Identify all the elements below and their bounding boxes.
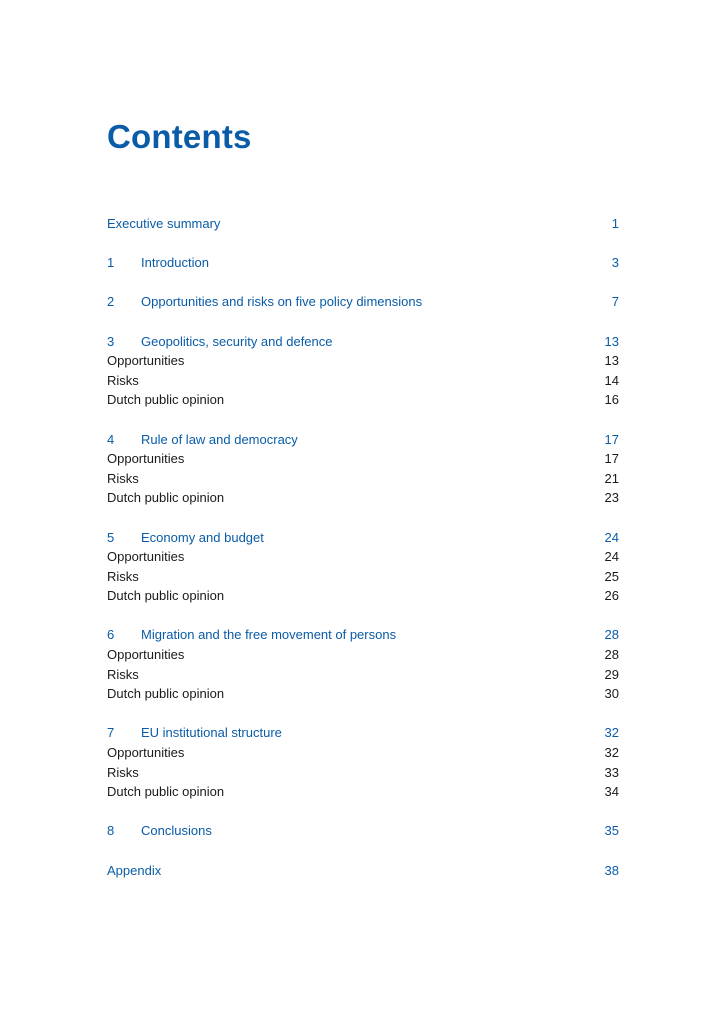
toc-subentry-opportunities[interactable] bbox=[107, 645, 619, 665]
toc-subentry-risks[interactable] bbox=[107, 763, 619, 783]
toc-subentry-page: 16 bbox=[604, 392, 619, 408]
toc-subentry-label: Opportunities bbox=[107, 745, 185, 761]
toc-subentry-opportunities[interactable] bbox=[107, 547, 619, 567]
toc-subentry-label: Risks bbox=[107, 372, 139, 388]
toc-subentry-label: Dutch public opinion bbox=[107, 490, 225, 506]
toc-subentry-page: 13 bbox=[604, 353, 619, 369]
toc-subentry-dutch-public-opinion[interactable] bbox=[107, 390, 619, 410]
table-of-contents bbox=[107, 214, 619, 880]
toc-entry-appendix[interactable] bbox=[107, 861, 619, 881]
toc-entry-page: 17 bbox=[604, 431, 619, 447]
toc-entry-label: Economy and budget bbox=[141, 529, 264, 545]
toc-entry-chapter-8[interactable] bbox=[107, 821, 619, 841]
toc-subentry-label: Opportunities bbox=[107, 549, 185, 565]
toc-subentry-page: 26 bbox=[604, 588, 619, 604]
toc-subentry-label: Dutch public opinion bbox=[107, 686, 225, 702]
toc-entry-page: 38 bbox=[604, 862, 619, 878]
toc-entry-executive-summary[interactable] bbox=[107, 214, 619, 234]
toc-subentry-risks[interactable] bbox=[107, 567, 619, 587]
toc-subentry-label: Risks bbox=[107, 764, 139, 780]
toc-subentry-dutch-public-opinion[interactable] bbox=[107, 488, 619, 508]
toc-subentry-dutch-public-opinion[interactable] bbox=[107, 586, 619, 606]
toc-subentry-page: 34 bbox=[604, 784, 619, 800]
toc-subentry-page: 30 bbox=[604, 686, 619, 702]
toc-entry-label: Geopolitics, security and defence bbox=[141, 333, 333, 349]
toc-entry-label: Introduction bbox=[141, 255, 209, 271]
toc-subentry-label: Opportunities bbox=[107, 451, 185, 467]
toc-entry-chapter-6[interactable] bbox=[107, 625, 619, 645]
toc-subentry-opportunities[interactable] bbox=[107, 449, 619, 469]
toc-entry-number: 8 bbox=[107, 823, 115, 839]
toc-subentry-page: 25 bbox=[604, 568, 619, 584]
toc-subentry-label: Risks bbox=[107, 568, 139, 584]
toc-subentry-dutch-public-opinion[interactable] bbox=[107, 782, 619, 802]
toc-entry-chapter-1[interactable] bbox=[107, 253, 619, 273]
toc-entry-chapter-2[interactable] bbox=[107, 292, 619, 312]
toc-subentry-dutch-public-opinion[interactable] bbox=[107, 684, 619, 704]
toc-subentry-risks[interactable] bbox=[107, 371, 619, 391]
toc-entry-page: 24 bbox=[604, 529, 619, 545]
toc-subentry-risks[interactable] bbox=[107, 665, 619, 685]
toc-entry-label: Appendix bbox=[107, 862, 162, 878]
toc-subentry-page: 14 bbox=[604, 372, 619, 388]
toc-subentry-page: 23 bbox=[604, 490, 619, 506]
toc-entry-number: 3 bbox=[107, 333, 115, 349]
toc-subentry-page: 24 bbox=[604, 549, 619, 565]
toc-subentry-page: 17 bbox=[604, 451, 619, 467]
toc-entry-chapter-4[interactable] bbox=[107, 430, 619, 450]
toc-subentry-risks[interactable] bbox=[107, 469, 619, 489]
toc-entry-page: 32 bbox=[604, 725, 619, 741]
toc-subentry-page: 32 bbox=[604, 745, 619, 761]
toc-entry-label: Conclusions bbox=[141, 823, 212, 839]
toc-entry-page: 7 bbox=[611, 294, 619, 310]
toc-entry-label: Migration and the free movement of persons bbox=[141, 627, 397, 643]
toc-entry-number: 7 bbox=[107, 725, 115, 741]
toc-entry-page: 35 bbox=[604, 823, 619, 839]
toc-entry-chapter-7[interactable] bbox=[107, 723, 619, 743]
toc-subentry-label: Opportunities bbox=[107, 647, 185, 663]
toc-subentry-label: Dutch public opinion bbox=[107, 588, 225, 604]
toc-subentry-opportunities[interactable] bbox=[107, 351, 619, 371]
toc-entry-chapter-5[interactable] bbox=[107, 528, 619, 548]
toc-subentry-page: 21 bbox=[604, 470, 619, 486]
toc-subentry-page: 28 bbox=[604, 647, 619, 663]
toc-entry-page: 3 bbox=[611, 255, 619, 271]
toc-subentry-page: 33 bbox=[604, 764, 619, 780]
toc-entry-chapter-3[interactable] bbox=[107, 332, 619, 352]
toc-entry-number: 1 bbox=[107, 255, 115, 271]
toc-entry-number: 6 bbox=[107, 627, 115, 643]
toc-entry-page: 28 bbox=[604, 627, 619, 643]
toc-entry-number: 5 bbox=[107, 529, 115, 545]
toc-subentry-page: 29 bbox=[604, 666, 619, 682]
toc-subentry-opportunities[interactable] bbox=[107, 743, 619, 763]
page-title: Contents bbox=[107, 118, 252, 155]
toc-entry-label: Rule of law and democracy bbox=[141, 431, 298, 447]
toc-subentry-label: Risks bbox=[107, 666, 139, 682]
toc-entry-number: 4 bbox=[107, 431, 115, 447]
toc-subentry-label: Risks bbox=[107, 470, 139, 486]
toc-entry-page: 1 bbox=[611, 216, 619, 231]
toc-entry-number: 2 bbox=[107, 294, 115, 310]
toc-subentry-label: Dutch public opinion bbox=[107, 392, 225, 408]
toc-entry-label: Opportunities and risks on five policy dimensions bbox=[141, 294, 423, 310]
toc-subentry-label: Dutch public opinion bbox=[107, 784, 225, 800]
toc-subentry-label: Opportunities bbox=[107, 353, 185, 369]
toc-entry-page: 13 bbox=[604, 333, 619, 349]
toc-entry-label: EU institutional structure bbox=[141, 725, 282, 741]
toc-entry-label: Executive summary bbox=[107, 216, 221, 231]
